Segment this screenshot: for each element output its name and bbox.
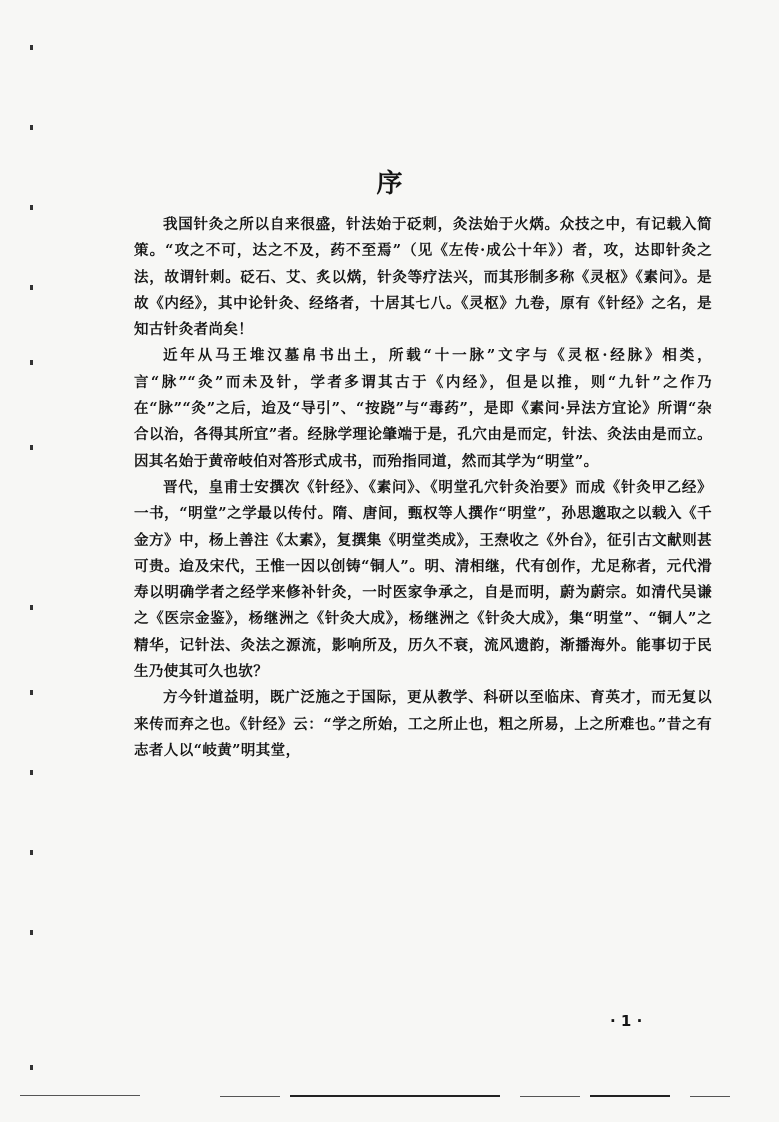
scan-artifact-line	[20, 1095, 140, 1096]
scan-artifact-line	[690, 1096, 730, 1097]
paragraph-4: 方今针道益明，既广泛施之于国际，更从教学、科研以至临床、育英才，而无复以来传而弃之也。《针经》云：“学之所始，工之所止也，粗之所易，上之所难也。”昔之有志者人以“岐黄”明其堂，	[134, 689, 712, 759]
scan-margin-mark	[30, 850, 33, 855]
body-text	[134, 212, 712, 764]
paragraph-1: 我国针灸之所以自来很盛，针法始于砭刺，灸法始于火焫。众技之中，有记载入简策。“攻之不可，达之不及，药不至焉”（见《左传·成公十年》）者，攻，达即针灸之法，故谓针刺。砭石、艾、炙以焫，针灸等疗法兴，而其形制多称《灵枢》《素问》。是故《内经》，其中论针灸、经络者，十居其七八。《灵枢》九卷，原有《针经》之名，是知古针灸者尚矣！	[134, 216, 712, 339]
scan-margin-mark	[30, 445, 33, 450]
scan-artifact-line	[220, 1096, 280, 1097]
scan-margin-mark	[30, 285, 33, 290]
page-title: 序	[376, 169, 403, 200]
page-number: · 1 ·	[610, 1012, 643, 1030]
scan-margin-mark	[30, 930, 33, 935]
scan-artifact-line	[520, 1096, 580, 1097]
paragraph-3: 晋代，皇甫士安撰次《针经》、《素问》、《明堂孔穴针灸治要》而成《针灸甲乙经》一书，“明堂”之学最以传付。隋、唐间，甄权等人撰作“明堂”，孙思邈取之以载入《千金方》中，杨上善注《太素》，复撰集《明堂类成》，王焘收之《外台》，征引古文献则甚可贵。迨及宋代，王惟一因以创铸“铜人”。明、清相继，代有创作，尤足称者，元代滑寿以明确学者之经学来修补针灸，一时医家争承之，自是而明，蔚为蔚宗。如清代吴谦之《医宗金鉴》，杨继洲之《针灸大成》，杨继洲之《针灸大成》，集“明堂”、“铜人”之精华，记针法、灸法之源流，影响所及，历久不衰，流风遗韵，渐播海外。能事切于民生乃使其可久也欤？	[134, 478, 712, 681]
scan-artifact-line	[290, 1095, 500, 1097]
paragraph-2: 近年从马王堆汉墓帛书出土，所载“十一脉”文字与《灵枢·经脉》相类，言“脉”“灸”而未及针，学者多谓其古于《内经》，但是以推，则“九针”之作乃在“脉”“灸”之后，迨及“导引”、“按跷”与“毒药”，是即《素问·异法方宜论》所谓“杂合以治，各得其所宜”者。经脉学理论肇端于是，孔穴由是而定，针法、灸法由是而立。因其名始于黄帝岐伯对答形式成书，而殆指同道，然而其学为“明堂”。	[134, 347, 712, 470]
scan-margin-mark	[30, 690, 33, 695]
scan-margin-mark	[30, 45, 33, 50]
scan-margin-mark	[30, 360, 33, 365]
scan-artifact-line	[590, 1095, 670, 1097]
scan-margin-mark	[30, 1065, 33, 1070]
scan-margin-mark	[30, 125, 33, 130]
scan-margin-mark	[30, 605, 33, 610]
scan-margin-mark	[30, 770, 33, 775]
scan-margin-mark	[30, 205, 33, 210]
